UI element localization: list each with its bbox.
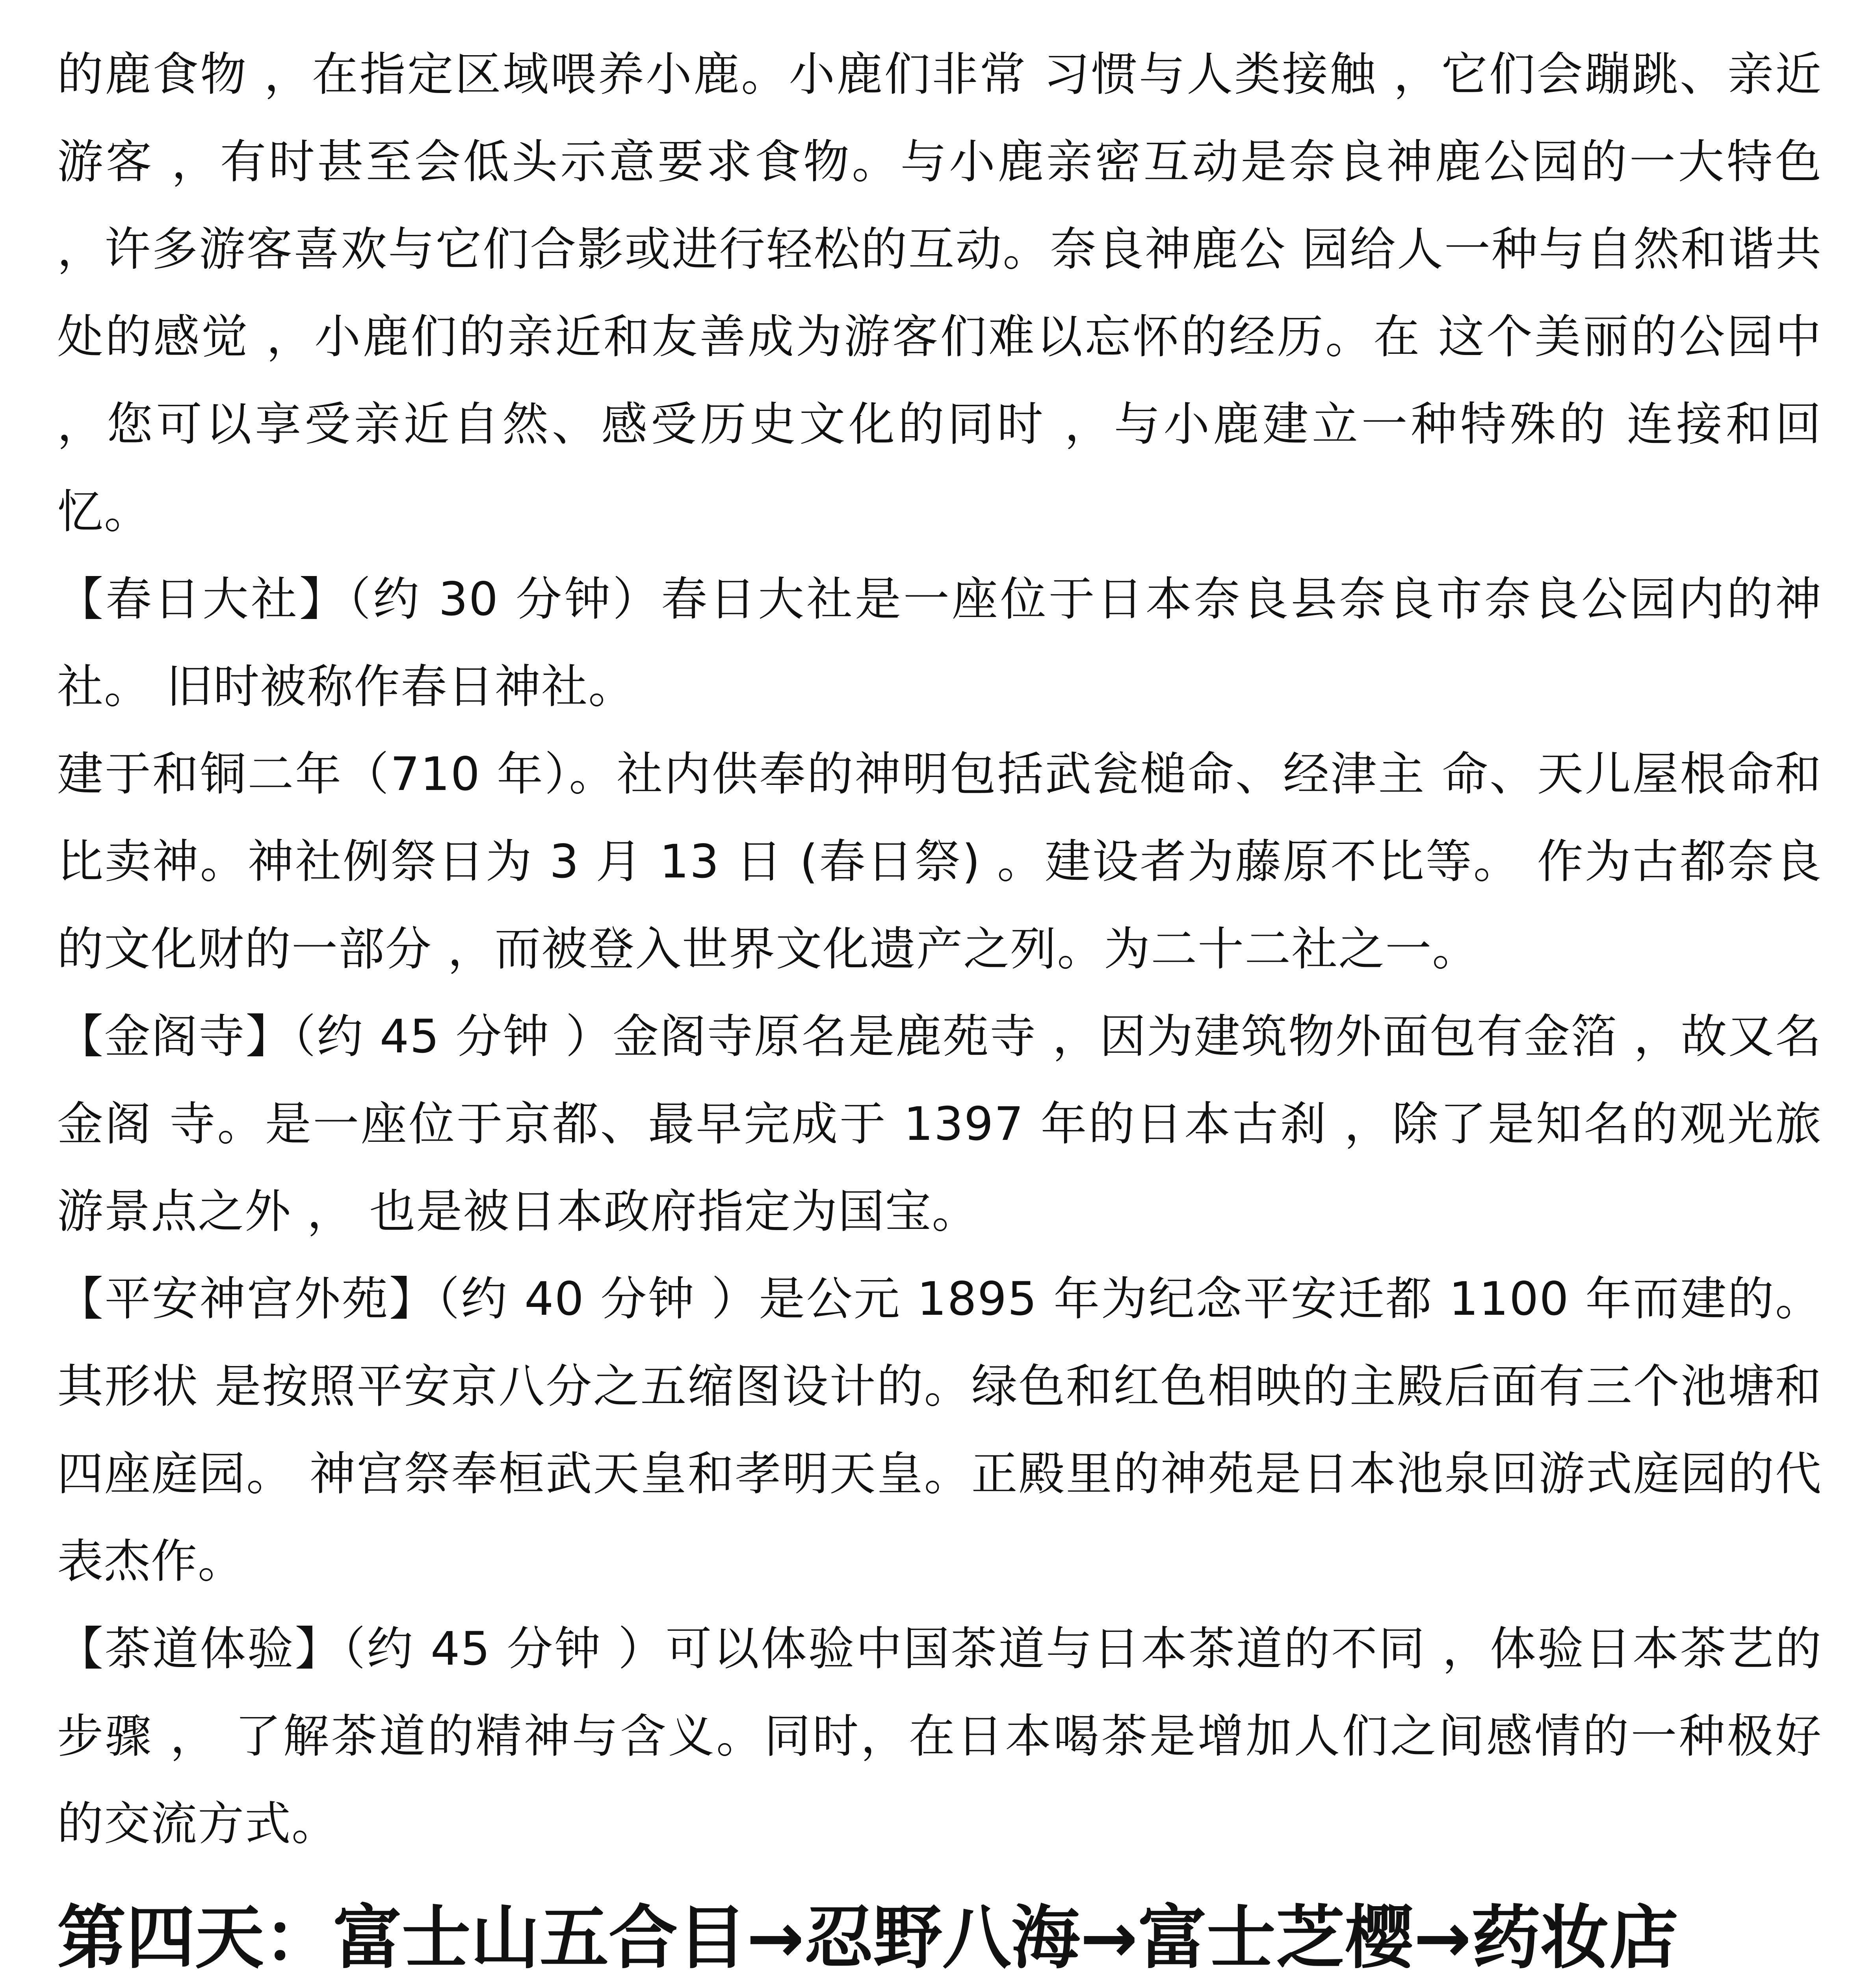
body-text bbox=[57, 31, 1822, 1868]
paragraph-tea-ceremony: 【茶道体验】（约 45 分钟 ）可以体验中国茶道与日本茶道的不同 ，体验日本茶艺的步骤 ， 了解茶道的精神与含义。同时，在日本喝茶是增加人们之间感情的一种极好的交流方式。 bbox=[57, 1622, 1822, 1851]
paragraph-kasuga-taisha: 【春日大社】（约 30 分钟）春日大社是一座位于日本奈良县奈良市奈良公园内的神社。 旧时被称作春日神社。 bbox=[57, 572, 1822, 714]
day-four-heading: 第四天：富士山五合目→忍野八海→富士芝樱→药妆店 bbox=[57, 1898, 1678, 1970]
paragraph-heian-jingu: 【平安神宫外苑】（约 40 分钟 ）是公元 1895 年为纪念平安迁都 1100 年而建的。其形状 是按照平安京八分之五缩图设计的。绿色和红色相映的主殿后面有三个池塘和四座庭园。 神宫祭奉桓武天皇和孝明天皇。正殿里的神苑是日本池泉回游式庭园的代表杰作。 bbox=[57, 1272, 1822, 1588]
paragraph-kinkakuji: 【金阁寺】（约 45 分钟 ）金阁寺原名是鹿苑寺 ，因为建筑物外面包有金箔 ，故又名金阁 寺。是一座位于京都、最早完成于 1397 年的日本古刹 ，除了是知名的观光旅游景点之外 ， 也是被日本政府指定为国宝。 bbox=[57, 1009, 1822, 1238]
paragraph-nara-deer-park: 的鹿食物 ，在指定区域喂养小鹿。小鹿们非常 习惯与人类接触 ，它们会蹦跳、亲近游客 ，有时甚至会低头示意要求食物。与小鹿亲密互动是奈良神鹿公园的一大特色 ，许多游客喜欢与它们合影或进行轻松的互动。奈良神鹿公 园给人一种与自然和谐共处的感觉 ，小鹿们的亲近和友善成为游客们难以忘怀的经历。在 这个美丽的公园中 ，您可以享受亲近自然、感受历史文化的同时 ，与小鹿建立一种特殊的 连接和回忆。 bbox=[57, 47, 1822, 539]
paragraph-kasuga-taisha-history: 建于和铜二年（710 年）。社内供奉的神明包括武瓮槌命、经津主 命、天儿屋根命和比卖神。神社例祭日为 3 月 13 日 (春日祭) 。建设者为藤原不比等。 作为古都奈良的文化财的一部分 ，而被登入世界文化遗产之列。为二十二社之一。 bbox=[57, 747, 1822, 976]
